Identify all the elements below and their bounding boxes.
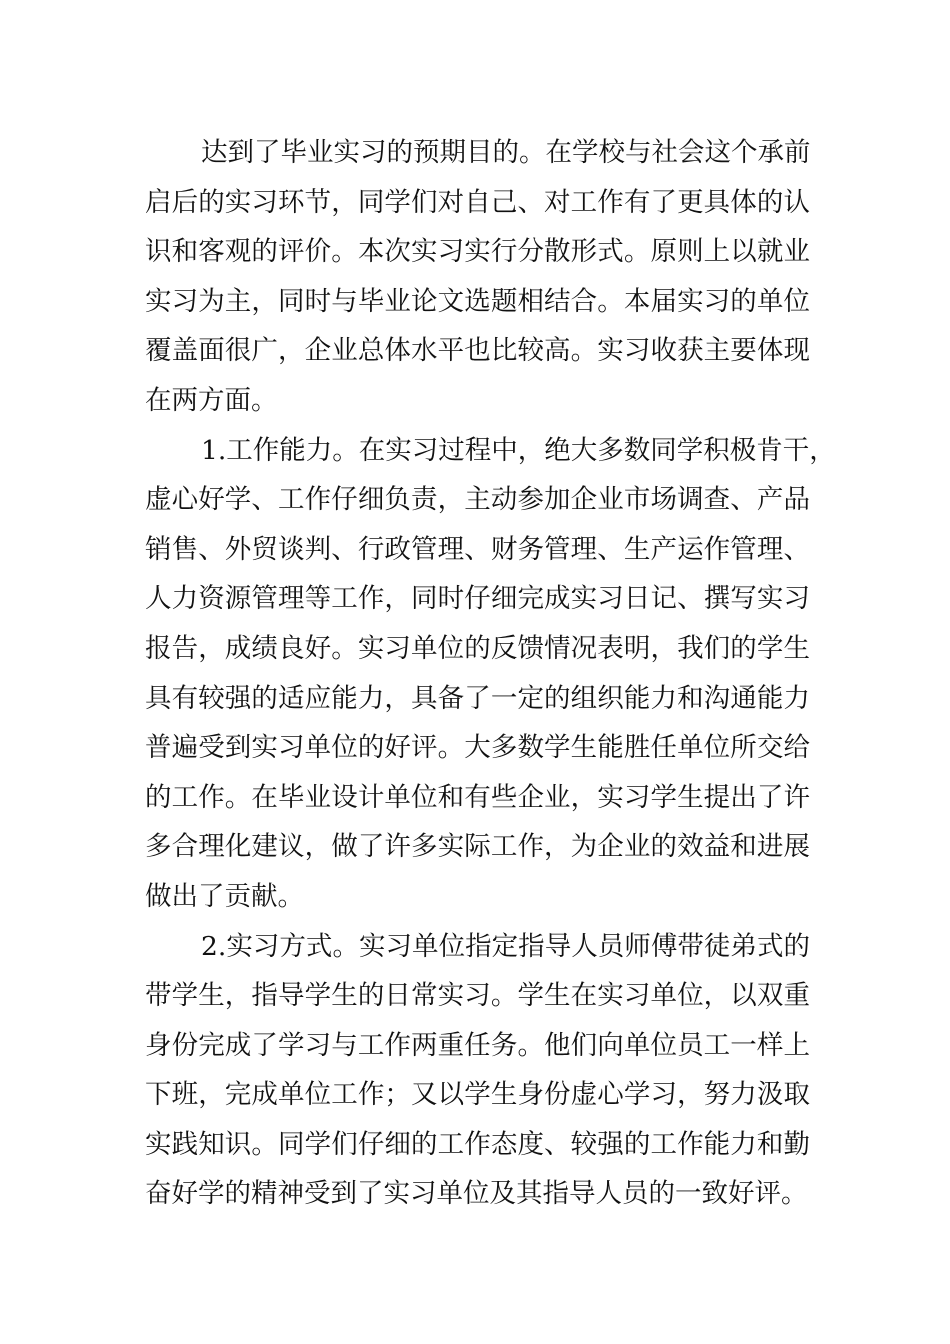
paragraph-line: 多合理化建议，做了许多实际工作，为企业的效益和进展 (145, 831, 810, 863)
paragraph-2 (145, 426, 836, 922)
paragraph-line: 1.工作能力。在实习过程中，绝大多数同学积极肯干， (201, 434, 836, 466)
paragraph-line: 普遍受到实习单位的好评。大多数学生能胜任单位所交给 (145, 732, 810, 764)
paragraph-line: 启后的实习环节，同学们对自己、对工作有了更具体的认 (145, 186, 810, 218)
paragraph-line: 下班，完成单位工作；又以学生身份虚心学习，努力汲取 (145, 1079, 810, 1111)
document-body (145, 128, 836, 1219)
paragraph-1 (145, 128, 810, 426)
paragraph-line: 实习为主，同时与毕业论文选题相结合。本届实习的单位 (145, 285, 810, 317)
paragraph-line: 报告，成绩良好。实习单位的反馈情况表明，我们的学生 (145, 632, 810, 664)
paragraph-3 (145, 922, 810, 1220)
paragraph-line: 2.实习方式。实习单位指定指导人员师傅带徒弟式的 (201, 930, 810, 962)
paragraph-line: 覆盖面很广，企业总体水平也比较高。实习收获主要体现 (145, 335, 810, 367)
paragraph-line: 做出了贡献。 (145, 880, 304, 912)
paragraph-line: 实践知识。同学们仔细的工作态度、较强的工作能力和勤 (145, 1128, 810, 1160)
paragraph-line: 虚心好学、工作仔细负责，主动参加企业市场调查、产品 (145, 484, 810, 516)
paragraph-line: 销售、外贸谈判、行政管理、财务管理、生产运作管理、 (145, 533, 810, 565)
paragraph-line: 具有较强的适应能力，具备了一定的组织能力和沟通能力 (145, 682, 810, 714)
paragraph-line: 奋好学的精神受到了实习单位及其指导人员的一致好评。 (145, 1178, 808, 1210)
paragraph-line: 识和客观的评价。本次实习实行分散形式。原则上以就业 (145, 236, 810, 268)
paragraph-line: 人力资源管理等工作，同时仔细完成实习日记、撰写实习 (145, 583, 810, 615)
paragraph-line: 带学生，指导学生的日常实习。学生在实习单位，以双重 (145, 980, 810, 1012)
paragraph-line: 的工作。在毕业设计单位和有些企业，实习学生提出了许 (145, 781, 810, 813)
paragraph-line: 达到了毕业实习的预期目的。在学校与社会这个承前 (201, 137, 811, 168)
paragraph-line: 在两方面。 (145, 384, 278, 416)
paragraph-line: 身份完成了学习与工作两重任务。他们向单位员工一样上 (145, 1029, 810, 1061)
